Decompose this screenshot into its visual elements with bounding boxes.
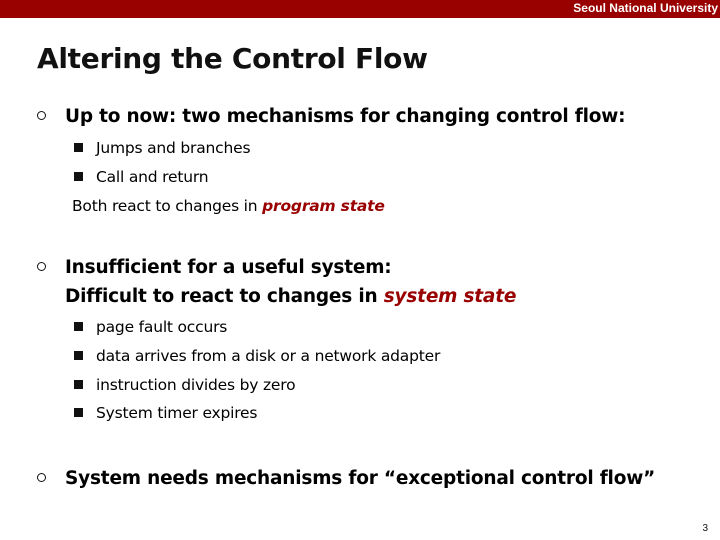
slide-title: Altering the Control Flow: [37, 42, 428, 75]
institution-name: Seoul National University: [573, 1, 718, 15]
bullet-2-line-2: Difficult to react to changes in system state: [65, 286, 517, 307]
page-number: 3: [702, 523, 708, 534]
program-state-emphasis: program state: [262, 197, 385, 215]
bullet-1-note: Both react to changes in program state: [72, 197, 385, 215]
header-bar: [0, 0, 720, 18]
bullet-1-text: Up to now: two mechanisms for changing control flow:: [65, 106, 626, 127]
square-icon: [74, 172, 83, 181]
square-icon: [74, 380, 83, 389]
hollow-circle-icon: [37, 262, 46, 271]
square-icon: [74, 143, 83, 152]
hollow-circle-icon: [37, 473, 46, 482]
hollow-circle-icon: [37, 111, 46, 120]
system-state-emphasis: system state: [383, 286, 517, 307]
square-icon: [74, 322, 83, 331]
bullet-2-line-1: Insufficient for a useful system:: [65, 257, 392, 278]
bullet-3-text: System needs mechanisms for “exceptional control flow”: [65, 468, 656, 489]
square-icon: [74, 351, 83, 360]
square-icon: [74, 408, 83, 417]
